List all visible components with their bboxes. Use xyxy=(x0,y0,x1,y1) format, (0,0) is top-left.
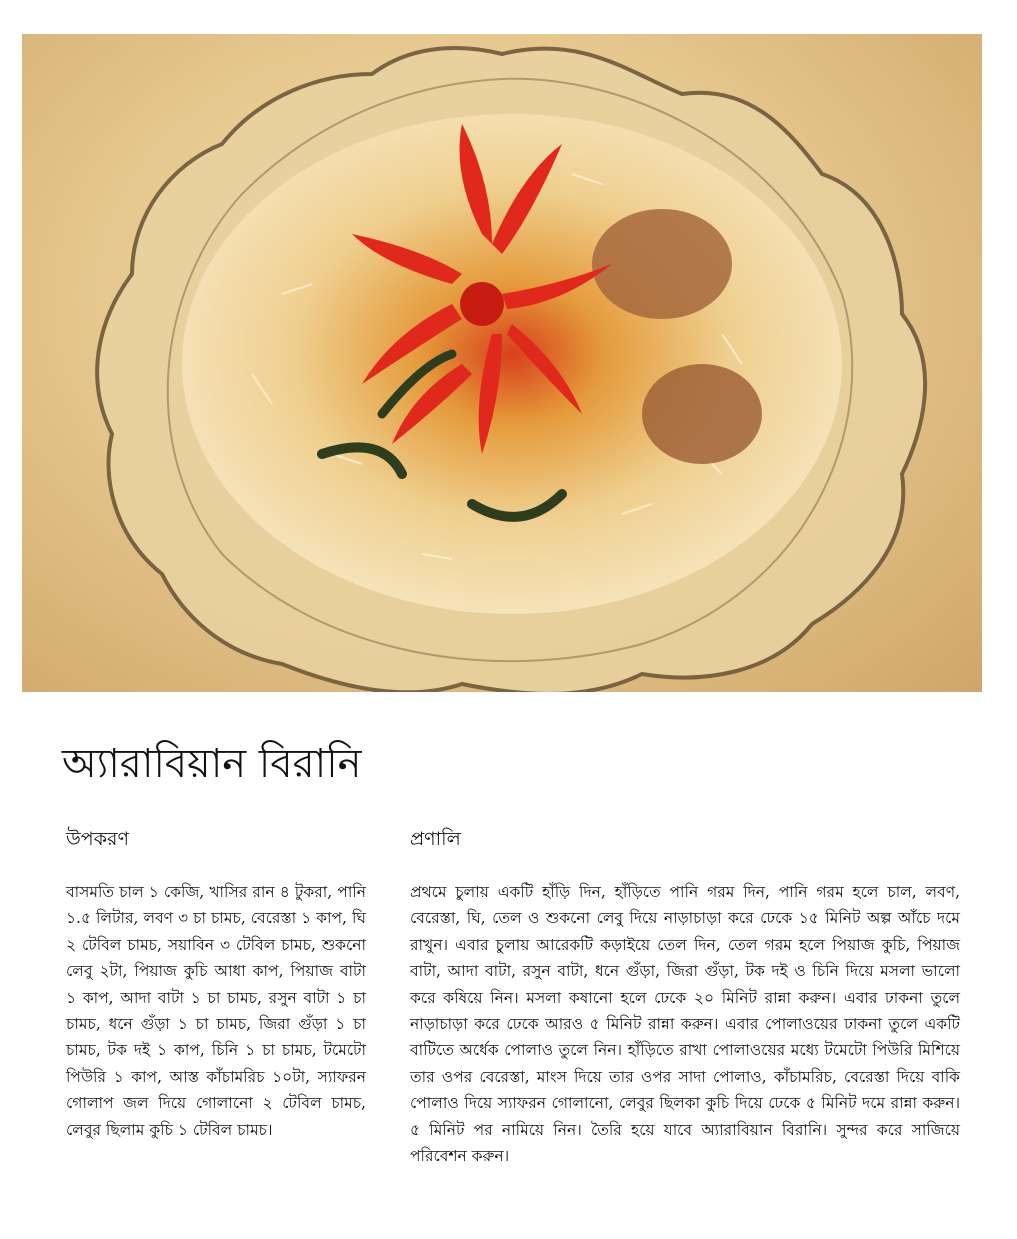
ingredients-text: বাসমতি চাল ১ কেজি, খাসির রান ৪ টুকরা, পানি ১.৫ লিটার, লবণ ৩ চা চামচ, বেরেস্তা ১ কাপ, ঘি ২ টেবিল চামচ, সয়াবিন ৩ টেবিল চামচ, শুকনো লেবু ২টা, পিয়াজ কুচি আধা কাপ, পিয়াজ বাটা ১ কাপ, আদা বাটা ১ চা চামচ, রসুন বাটা ১ চা চামচ, ধনে গুঁড়া ১ চা চামচ, জিরা গুঁড়া ১ চা চামচ, টক দই ১ কাপ, চিনি ১ চা চামচ, টমেটো পিউরি ১ কাপ, আস্ত কাঁচামরিচ ১০টা, স্যাফরন গোলাপ জল দিয়ে গোলানো ২ টেবিল চামচ, লেবুর ছিলাম কুচি ১ টেবিল চামচ। xyxy=(66,883,366,1139)
biryani-photo xyxy=(22,34,982,692)
biryani-plate-icon xyxy=(22,34,982,692)
recipe-title: অ্যারাবিয়ান বিরানি xyxy=(62,741,362,787)
rice-mound xyxy=(182,114,842,614)
ingredients-heading: উপকরণ xyxy=(66,828,129,850)
method-heading: প্রণালি xyxy=(410,828,461,850)
meat-piece xyxy=(592,209,732,319)
method-text: প্রথমে চুলায় একটি হাঁড়ি দিন, হাঁড়িতে পানি গরম দিন, পানি গরম হলে চাল, লবণ, বেরেস্তা, ঘি, তেল ও শুকনো লেবু দিয়ে নাড়াচাড়া করে ঢেকে ১৫ মিনিট অল্প আঁচে দমে রাখুন। এবার চুলায় আরেকটি কড়াইয়ে তেল দিন, তেল গরম হলে পিয়াজ কুচি, পিয়াজ বাটা, আদা বাটা, রসুন বাটা, ধনে গুঁড়া, জিরা গুঁড়া, টক দই ও চিনি দিয়ে মসলা ভালো করে কষিয়ে নিন। মসলা কষানো হলে ঢেকে ২০ মিনিট রান্না করুন। এবার ঢাকনা তুলে নাড়াচাড়া করে ঢেকে আরও ৫ মিনিট রান্না করুন। এবার পোলাওয়ের ঢাকনা তুলে একটি বাটিতে অর্ধেক পোলাও তুলে নিন। হাঁড়িতে রাখা পোলাওয়ের মধ্যে টমেটো পিউরি মিশিয়ে তার ওপর বেরেস্তা, মাংস দিয়ে তার ওপর সাদা পোলাও, কাঁচামরিচ, বেরেস্তা দিয়ে বাকি পোলাও দিয়ে স্যাফরন গোলানো, লেবুর ছিলকা কুচি দিয়ে ঢেকে ৫ মিনিট দমে রান্না করুন। ৫ মিনিট পর নামিয়ে নিন। তৈরি হয়ে যাবে অ্যারাবিয়ান বিরানি। সুন্দর করে সাজিয়ে পরিবেশন করুন। xyxy=(410,883,960,1166)
meat-piece xyxy=(642,364,762,464)
